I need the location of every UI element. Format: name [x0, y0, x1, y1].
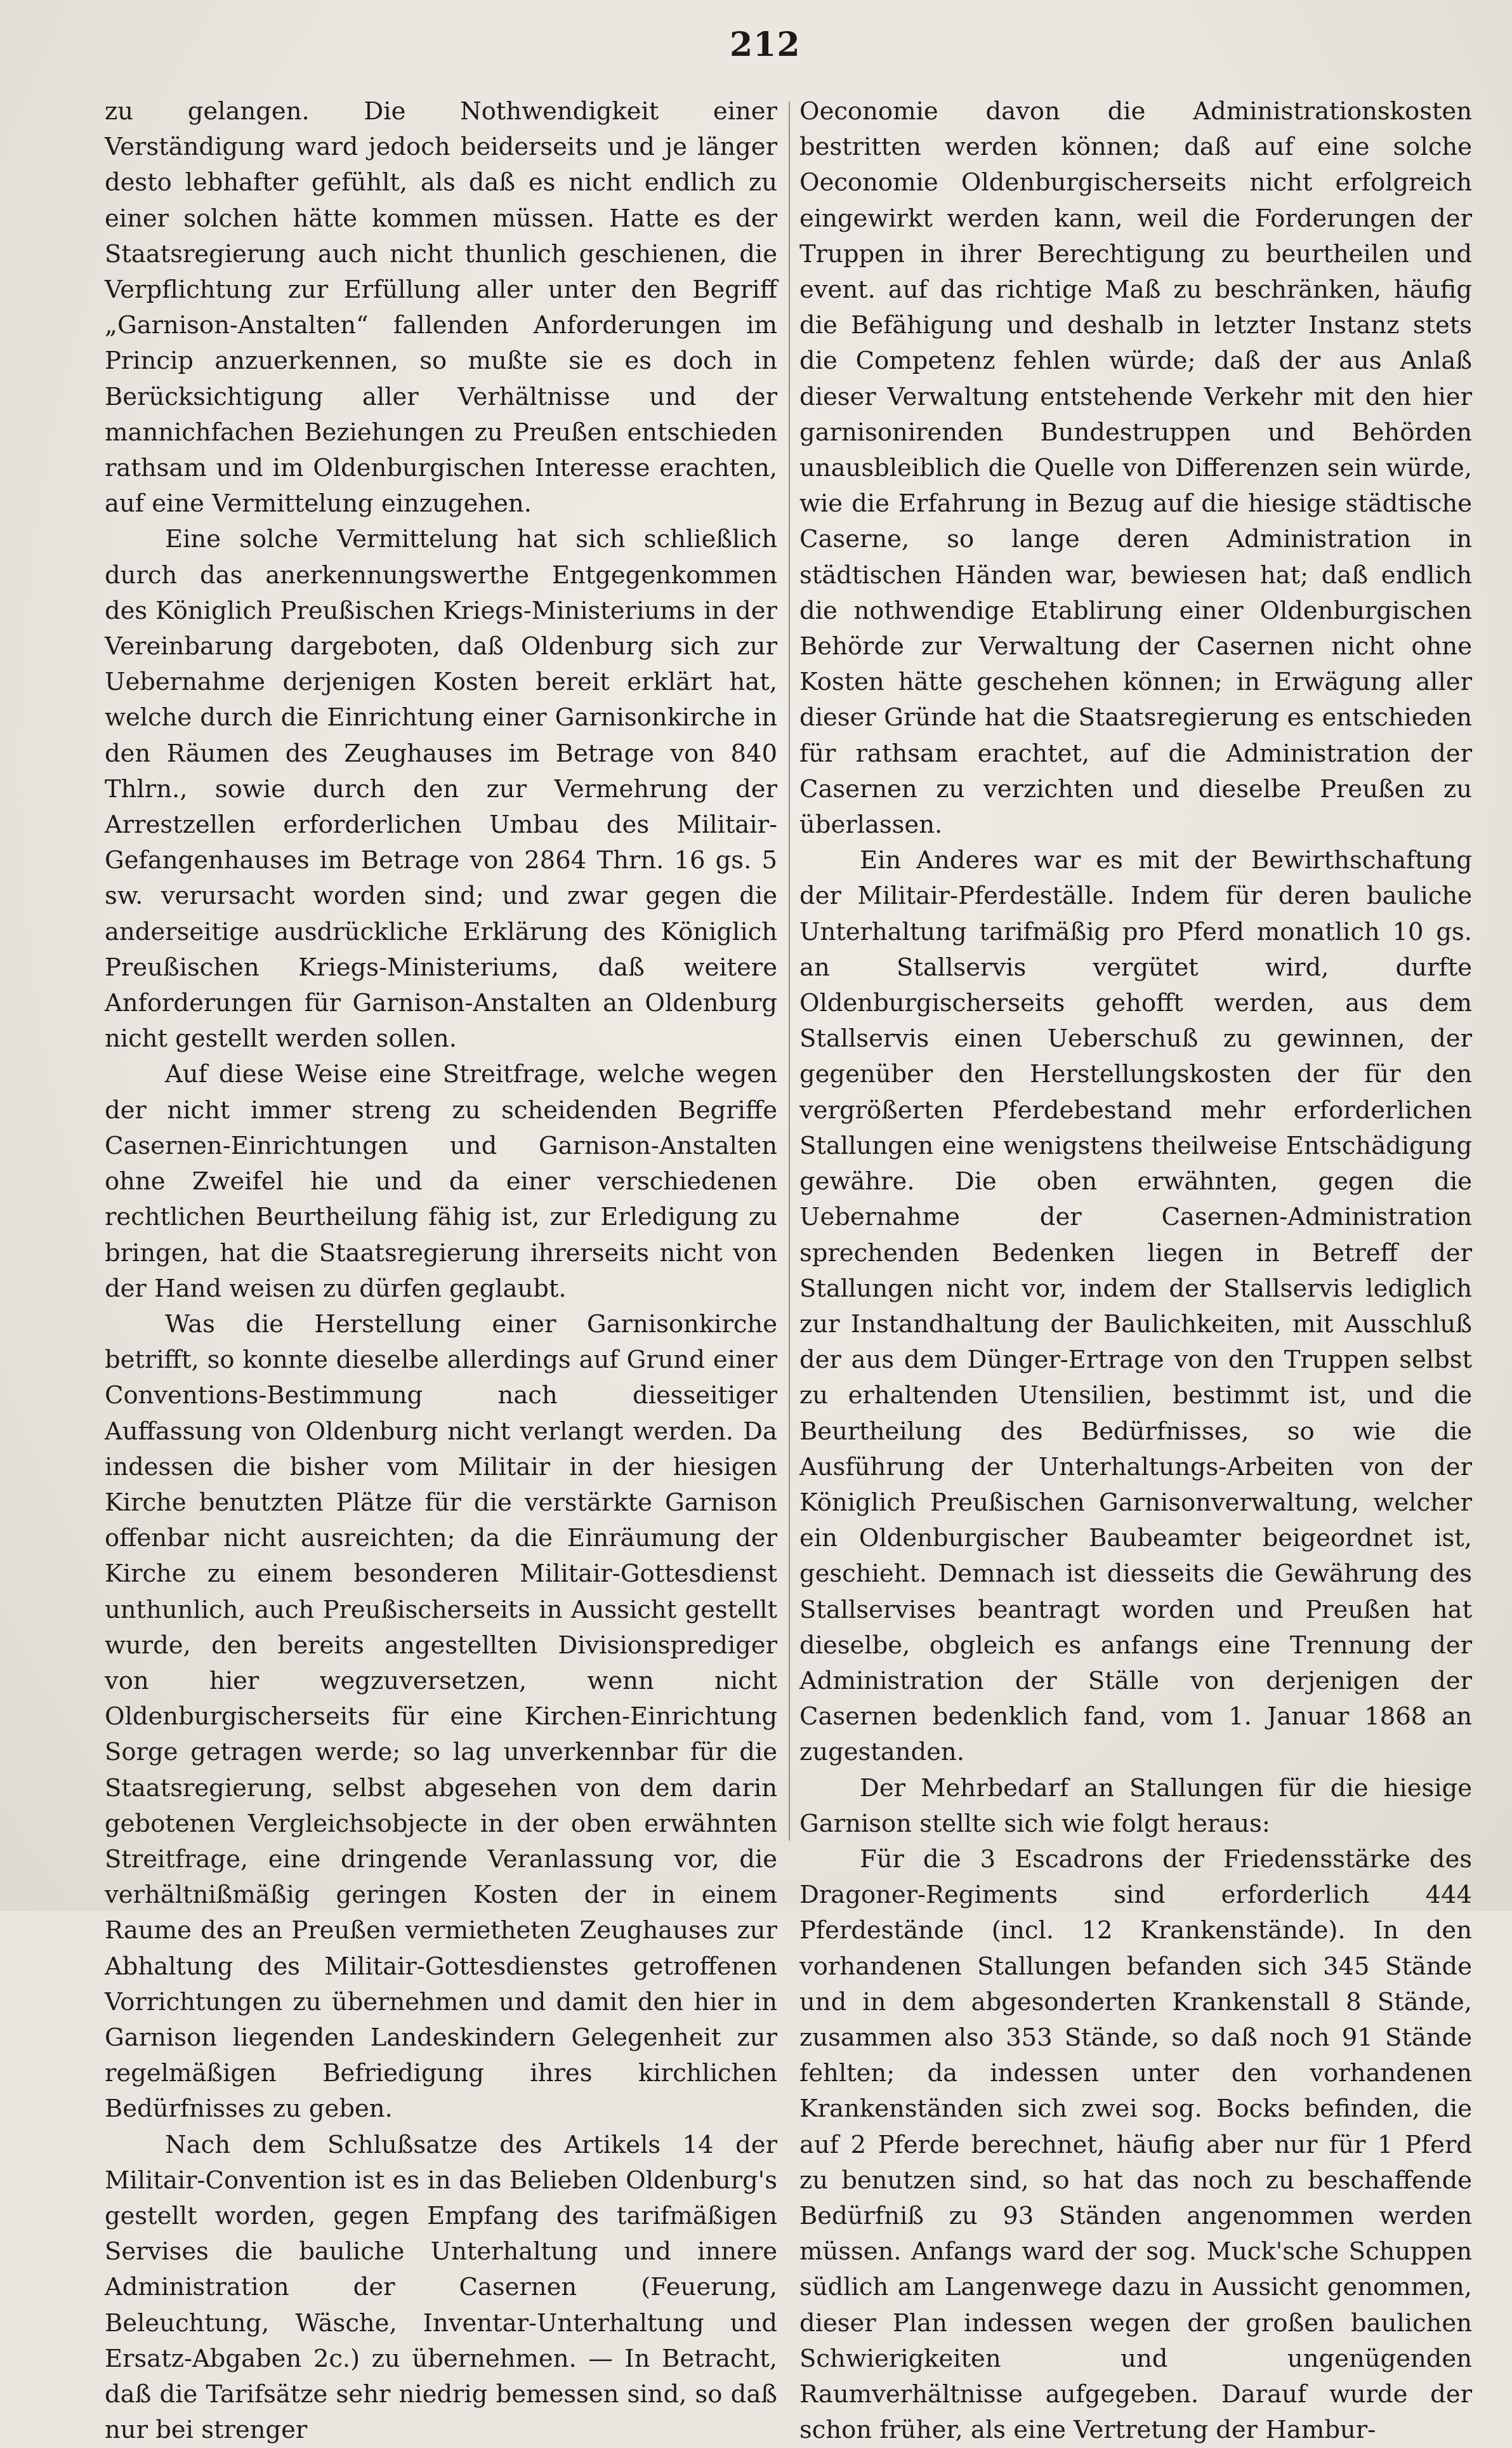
paragraph: Ein Anderes war es mit der Bewirthschaftung der Militair-Pferdeställe. Indem für deren bauliche Unterhaltung tarifmäßig pro Pferd monatlich 10 gs. an Stallservis vergütet wird, durfte Oldenburgischerseits gehofft werden, aus dem Stallservis einen Ueberschuß zu gewinnen, der gegenüber den Herstellungskosten der für den vergrößerten Pferdebestand mehr erforderlichen Stallungen eine wenigstens theilweise Entschädigung gewähre. Die oben erwähnten, gegen die Uebernahme der Casernen-Administration sprechenden Bedenken liegen in Betreff der Stallungen nicht vor, indem der Stallservis lediglich zur Instandhaltung der Baulichkeiten, mit Ausschluß der aus dem Dünger-Ertrage von den Truppen selbst zu erhaltenden Utensilien, bestimmt ist, und die Beurtheilung des Bedürfnisses, so wie die Ausführung der Unterhaltungs-Arbeiten von der Königlich Preußischen Garnisonverwaltung, welcher ein Oldenburgischer Baubeamter beigeordnet ist, geschieht. Demnach ist diesseits die Gewährung des Stallservises beantragt worden und Preußen hat dieselbe, obgleich es anfangs eine Trennung der Administration der Ställe von derjenigen der Casernen bedenklich fand, vom 1. Januar 1868 an zugestanden.: [799, 846, 1472, 1767]
paragraph: Eine solche Vermittelung hat sich schließlich durch das anerkennungswerthe Entgegenkommen des Königlich Preußischen Kriegs-Ministeriums in der Vereinbarung dargeboten, daß Oldenburg sich zur Uebernahme derjenigen Kosten bereit erklärt hat, welche durch die Einrichtung einer Garnisonkirche in den Räumen des Zeughauses im Betrage von 840 Thlrn., sowie durch den zur Vermehrung der Arrestzellen erforderlichen Umbau des Militair-Gefangenhauses im Betrage von 2864 Thrn. 16 gs. 5 sw. verursacht worden sind; und zwar gegen die anderseitige ausdrückliche Erklärung des Königlich Preußischen Kriegs-Ministeriums, daß weitere Anforderungen für Garnison-Anstalten an Oldenburg nicht gestellt werden sollen.: [105, 525, 777, 1054]
paragraph: Nach dem Schlußsatze des Artikels 14 der Militair-Convention ist es in das Belieben Oldenburg's gestellt worden, gegen Empfang des tarifmäßigen Servises die bauliche Unterhaltung und innere Administration der Casernen (Feuerung, Beleuchtung, Wäsche, Inventar-Unterhaltung und Ersatz-Abgaben 2c.) zu übernehmen. — In Betracht, daß die Tarifsätze sehr niedrig bemessen sind, so daß nur bei strenger: [105, 2130, 777, 2445]
paragraph: Für die 3 Escadrons der Friedensstärke des Dragoner-Regiments sind erforderlich 444 Pferdestände (incl. 12 Krankenstände). In den vorhandenen Stallungen befanden sich 345 Stände und in dem abgesonderten Krankenstall 8 Stände, zusammen also 353 Stände, so daß noch 91 Stände fehlten; da indessen unter den vorhandenen Krankenständen sich zwei sog. Bocks befinden, die auf 2 Pferde berechnet, häufig aber nur für 1 Pferd zu benutzen sind, so hat das noch zu beschaffende Bedürfniß zu 93 Ständen angenommen werden müssen. Anfangs ward der sog. Muck'sche Schuppen südlich am Langenwege dazu in Aussicht genommen, dieser Plan indessen wegen der großen baulichen Schwierigkeiten und ungenügenden Raumverhältnisse aufgegeben. Darauf wurde der schon früher, als eine Vertretung der Hambur-: [799, 1844, 1472, 2445]
paragraph: Oeconomie davon die Administrationskosten bestritten werden können; daß auf eine solche Oeconomie Oldenburgischerseits nicht erfolgreich eingewirkt werden kann, weil die Forderungen der Truppen in ihrer Berechtigung zu beurtheilen und event. auf das richtige Maß zu beschränken, häufig die Befähigung und deshalb in letzter Instanz stets die Competenz fehlen würde; daß der aus Anlaß dieser Verwaltung entstehende Verkehr mit den hier garnisonirenden Bundestruppen und Behörden unausbleiblich die Quelle von Differenzen sein würde, wie die Erfahrung in Bezug auf die hiesige städtische Caserne, so lange deren Administration in städtischen Händen war, bewiesen hat; daß endlich die nothwendige Etablirung einer Oldenburgischen Behörde zur Verwaltung der Casernen nicht ohne Kosten hätte geschehen können; in Erwägung aller dieser Gründe hat die Staatsregierung es entschieden für rathsam erachtet, auf die Administration der Casernen zu verzichten und dieselbe Preußen zu überlassen.: [799, 97, 1472, 840]
paragraph: Der Mehrbedarf an Stallungen für die hiesige Garnison stellte sich wie folgt heraus:: [799, 1773, 1472, 1838]
left-column: [105, 94, 777, 2448]
page-number: 212: [730, 25, 801, 64]
paragraph: Auf diese Weise eine Streitfrage, welche wegen der nicht immer streng zu scheidenden Begriffe Casernen-Einrichtungen und Garnison-Anstalten ohne Zweifel hie und da einer verschiedenen rechtlichen Beurtheilung fähig ist, zur Erledigung zu bringen, hat die Staatsregierung ihrerseits nicht von der Hand weisen zu dürfen geglaubt.: [105, 1060, 777, 1303]
column-divider: [789, 102, 790, 1841]
paragraph: Was die Herstellung einer Garnisonkirche betrifft, so konnte dieselbe allerdings auf Grund einer Conventions-Bestimmung nach diesseitiger Auffassung von Oldenburg nicht verlangt werden. Da indessen die bisher vom Militair in der hiesigen Kirche benutzten Plätze für die verstärkte Garnison offenbar nicht ausreichten; da die Einräumung der Kirche zu einem besonderen Militair-Gottesdienst unthunlich, auch Preußischerseits in Aussicht gestellt wurde, den bereits angestellten Divisionsprediger von hier wegzuversetzen, wenn nicht Oldenburgischerseits für eine Kirchen-Einrichtung Sorge getragen werde; so lag unverkennbar für die Staatsregierung, selbst abgesehen von dem darin gebotenen Vergleichsobjecte in der oben erwähnten Streitfrage, eine dringende Veranlassung vor, die verhältnißmäßig geringen Kosten der in einem Raume des an Preußen vermietheten Zeughauses zur Abhaltung des Militair-Gottesdienstes getroffenen Vorrichtungen zu übernehmen und damit den hier in Garnison liegenden Landeskindern Gelegenheit zur regelmäßigen Befriedigung ihres kirchlichen Bedürfnisses zu geben.: [105, 1309, 777, 2124]
right-column: [799, 94, 1472, 2448]
paragraph: zu gelangen. Die Nothwendigkeit einer Verständigung ward jedoch beiderseits und je länger desto lebhafter gefühlt, als daß es nicht endlich zu einer solchen hätte kommen müssen. Hatte es der Staatsregierung auch nicht thunlich geschienen, die Verpflichtung zur Erfüllung aller unter den Begriff „Garnison-Anstalten“ fallenden Anforderungen im Princip anzuerkennen, so mußte sie es doch in Berücksichtigung aller Verhältnisse und der mannichfachen Beziehungen zu Preußen entschieden rathsam und im Oldenburgischen Interesse erachten, auf eine Vermittelung einzugehen.: [105, 97, 777, 519]
